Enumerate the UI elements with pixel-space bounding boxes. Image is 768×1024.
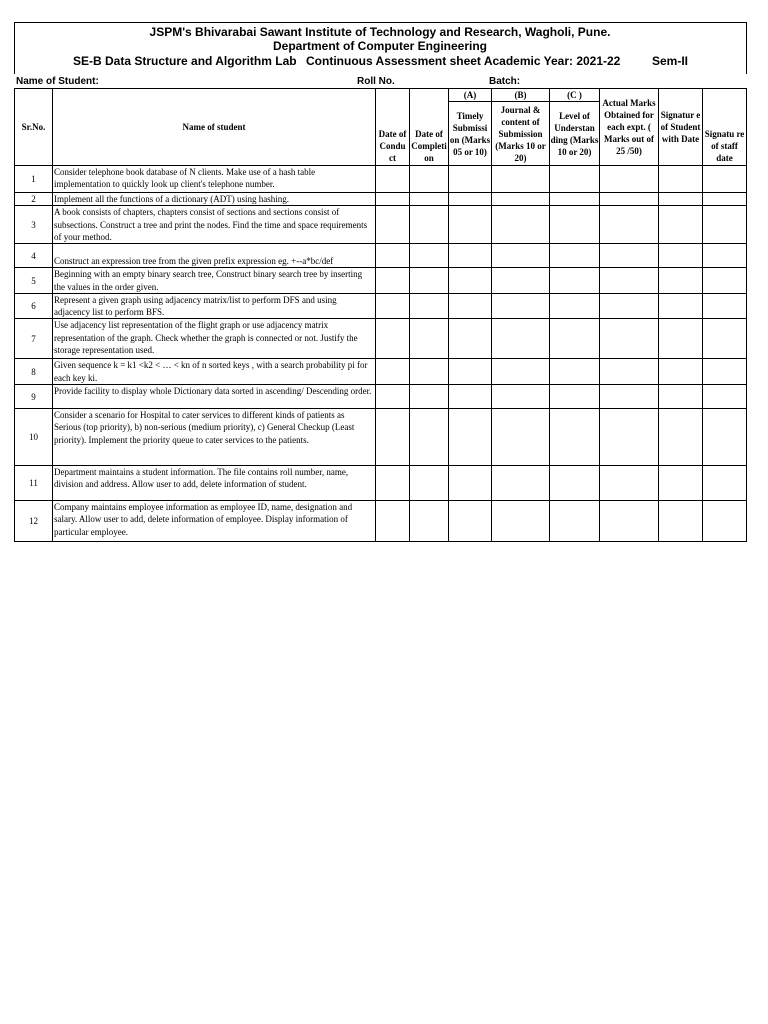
blank-cell[interactable] [703,268,747,294]
experiment-description: Represent a given graph using adjacency matrix/list to perform DFS and using adjacency list to perform BFS. [53,293,376,319]
experiment-description: Consider a scenario for Hospital to cater services to different kinds of patients as Serious (top priority), b) non-serious (medium priority), c) General Checkup (Least priority). Implement the priority queue to cater services to the patients. [53,409,376,466]
sheet-title: Continuous Assessment sheet Academic Year: 2021-22 [306,54,621,68]
blank-cell[interactable] [492,244,550,268]
blank-cell[interactable] [492,193,550,206]
blank-cell[interactable] [376,293,410,319]
row-number: 5 [15,268,53,294]
blank-cell[interactable] [659,293,703,319]
row-number: 8 [15,359,53,385]
blank-cell[interactable] [600,409,659,466]
timely-submission-header: Timely Submissi on (Marks 05 or 10) [449,102,492,166]
table-row [15,166,747,193]
blank-cell[interactable] [449,466,492,501]
row-number: 6 [15,293,53,319]
blank-cell[interactable] [659,385,703,409]
department-title: Department of Computer Engineering [272,39,487,53]
experiment-description: Beginning with an empty binary search tree, Construct binary search tree by inserting the values in the order given. [53,268,376,294]
table-row [15,244,747,268]
student-signature-header: Signatur e of Student with Date [659,89,703,166]
blank-cell[interactable] [600,206,659,244]
experiment-description: Construct an expression tree from the given prefix expression eg. +--a*bc/def [53,244,376,268]
row-number: 12 [15,501,53,542]
blank-cell[interactable] [659,206,703,244]
blank-cell[interactable] [410,359,449,385]
blank-cell[interactable] [550,501,600,542]
blank-cell[interactable] [703,319,747,359]
c-letter-header: (C ) [550,89,600,102]
srno-header: Sr.No. [15,89,53,166]
blank-cell[interactable] [410,409,449,466]
blank-cell[interactable] [659,319,703,359]
name-header: Name of student [53,89,376,166]
blank-cell[interactable] [410,501,449,542]
blank-cell[interactable] [659,166,703,193]
blank-cell[interactable] [376,206,410,244]
row-number: 1 [15,166,53,193]
blank-cell[interactable] [376,385,410,409]
blank-cell[interactable] [492,206,550,244]
blank-cell[interactable] [376,319,410,359]
experiment-description: Department maintains a student information. The file contains roll number, name, division and address. Allow user to add, delete information of student. [53,466,376,501]
experiment-description: Implement all the functions of a dictionary (ADT) using hashing. [53,193,376,206]
table-row [15,206,747,244]
b-letter-header: (B) [492,89,550,102]
blank-cell[interactable] [492,466,550,501]
roll-no-label: Roll No. [357,76,395,87]
date-conduct-header: Date of Condu ct [376,89,410,166]
row-number: 7 [15,319,53,359]
table-row [15,293,747,319]
lab-title: SE-B Data Structure and Algorithm Lab [73,54,297,68]
blank-cell[interactable] [410,206,449,244]
blank-cell[interactable] [449,244,492,268]
blank-cell[interactable] [659,359,703,385]
blank-cell[interactable] [449,293,492,319]
actual-marks-header: Actual Marks Obtained for each expt. ( Marks out of 25 /50) [600,89,659,166]
blank-cell[interactable] [600,268,659,294]
experiment-description: Consider telephone book database of N clients. Make use of a hash table implementation to quickly look up client's telephone number. [53,166,376,193]
blank-cell[interactable] [410,293,449,319]
row-number: 3 [15,206,53,244]
blank-cell[interactable] [703,501,747,542]
blank-cell[interactable] [449,359,492,385]
blank-cell[interactable] [600,166,659,193]
blank-cell[interactable] [703,293,747,319]
blank-cell[interactable] [600,385,659,409]
blank-cell[interactable] [410,244,449,268]
blank-cell[interactable] [703,466,747,501]
understanding-header: Level of Understan ding (Marks 10 or 20) [550,102,600,166]
blank-cell[interactable] [376,501,410,542]
table-row [15,466,747,501]
row-number: 10 [15,409,53,466]
blank-cell[interactable] [550,166,600,193]
blank-cell[interactable] [550,268,600,294]
blank-cell[interactable] [703,206,747,244]
table-row [15,193,747,206]
table-row [15,501,747,542]
row-number: 4 [15,244,53,268]
blank-cell[interactable] [492,268,550,294]
semester-label: Sem-II [652,54,689,68]
blank-cell[interactable] [703,244,747,268]
table-row [15,268,747,294]
blank-cell[interactable] [550,319,600,359]
blank-cell[interactable] [550,385,600,409]
blank-cell[interactable] [600,193,659,206]
blank-cell[interactable] [410,166,449,193]
table-row [15,409,747,466]
blank-cell[interactable] [492,359,550,385]
blank-cell[interactable] [492,319,550,359]
blank-cell[interactable] [492,293,550,319]
blank-cell[interactable] [376,409,410,466]
blank-cell[interactable] [376,244,410,268]
blank-cell[interactable] [449,206,492,244]
blank-cell[interactable] [492,385,550,409]
assessment-rows [15,166,747,542]
blank-cell[interactable] [376,166,410,193]
blank-cell[interactable] [376,268,410,294]
row-number: 2 [15,193,53,206]
blank-cell[interactable] [659,193,703,206]
table-row [15,385,747,409]
blank-cell[interactable] [600,293,659,319]
blank-cell[interactable] [550,244,600,268]
blank-cell[interactable] [492,166,550,193]
blank-cell[interactable] [600,244,659,268]
blank-cell[interactable] [376,359,410,385]
institute-title: JSPM's Bhivarabai Sawant Institute of Technology and Research, Wagholi, Pune. [149,25,611,39]
blank-cell[interactable] [550,206,600,244]
student-name-label: Name of Student: [16,76,99,87]
blank-cell[interactable] [410,319,449,359]
blank-cell[interactable] [449,385,492,409]
experiment-description: Given sequence k = k1 <k2 < … < kn of n sorted keys , with a search probability pi for each key ki. [53,359,376,385]
date-completion-header: Date of Completi on [410,89,449,166]
blank-cell[interactable] [410,268,449,294]
blank-cell[interactable] [659,466,703,501]
blank-cell[interactable] [550,466,600,501]
blank-cell[interactable] [550,409,600,466]
blank-cell[interactable] [659,268,703,294]
blank-cell[interactable] [449,501,492,542]
blank-cell[interactable] [703,193,747,206]
experiment-description: A book consists of chapters, chapters consist of sections and sections consist of subsections. Construct a tree and print the nodes. Find the time and space requirements of your method. [53,206,376,244]
blank-cell[interactable] [600,319,659,359]
blank-cell[interactable] [703,359,747,385]
batch-label: Batch: [489,76,521,87]
blank-cell[interactable] [703,166,747,193]
table-row [15,359,747,385]
table-row [15,319,747,359]
blank-cell[interactable] [703,385,747,409]
assessment-table [14,88,747,542]
blank-cell[interactable] [449,319,492,359]
blank-cell[interactable] [410,193,449,206]
blank-cell[interactable] [600,466,659,501]
blank-cell[interactable] [449,409,492,466]
blank-cell[interactable] [600,501,659,542]
experiment-description: Provide facility to display whole Dictionary data sorted in ascending/ Descending order. [53,385,376,409]
blank-cell[interactable] [550,293,600,319]
blank-cell[interactable] [550,359,600,385]
a-letter-header: (A) [449,89,492,102]
blank-cell[interactable] [703,409,747,466]
blank-cell[interactable] [376,193,410,206]
blank-cell[interactable] [376,466,410,501]
journal-content-header: Journal & content of Submission (Marks 10 or 20) [492,102,550,166]
experiment-description: Use adjacency list representation of the flight graph or use adjacency matrix representation of the graph. Check whether the graph is connected or not. Justify the storage representation used. [53,319,376,359]
blank-cell[interactable] [659,501,703,542]
blank-cell[interactable] [449,166,492,193]
blank-cell[interactable] [449,193,492,206]
blank-cell[interactable] [550,193,600,206]
blank-cell[interactable] [410,466,449,501]
experiment-description: Company maintains employee information as employee ID, name, designation and salary. Allow user to add, delete information of employee. Display information of particular employee. [53,501,376,542]
blank-cell[interactable] [659,409,703,466]
blank-cell[interactable] [600,359,659,385]
blank-cell[interactable] [492,409,550,466]
blank-cell[interactable] [492,501,550,542]
blank-cell[interactable] [449,268,492,294]
row-number: 9 [15,385,53,409]
staff-signature-header: Signatu re of staff date [703,89,747,166]
blank-cell[interactable] [659,244,703,268]
blank-cell[interactable] [410,385,449,409]
row-number: 11 [15,466,53,501]
